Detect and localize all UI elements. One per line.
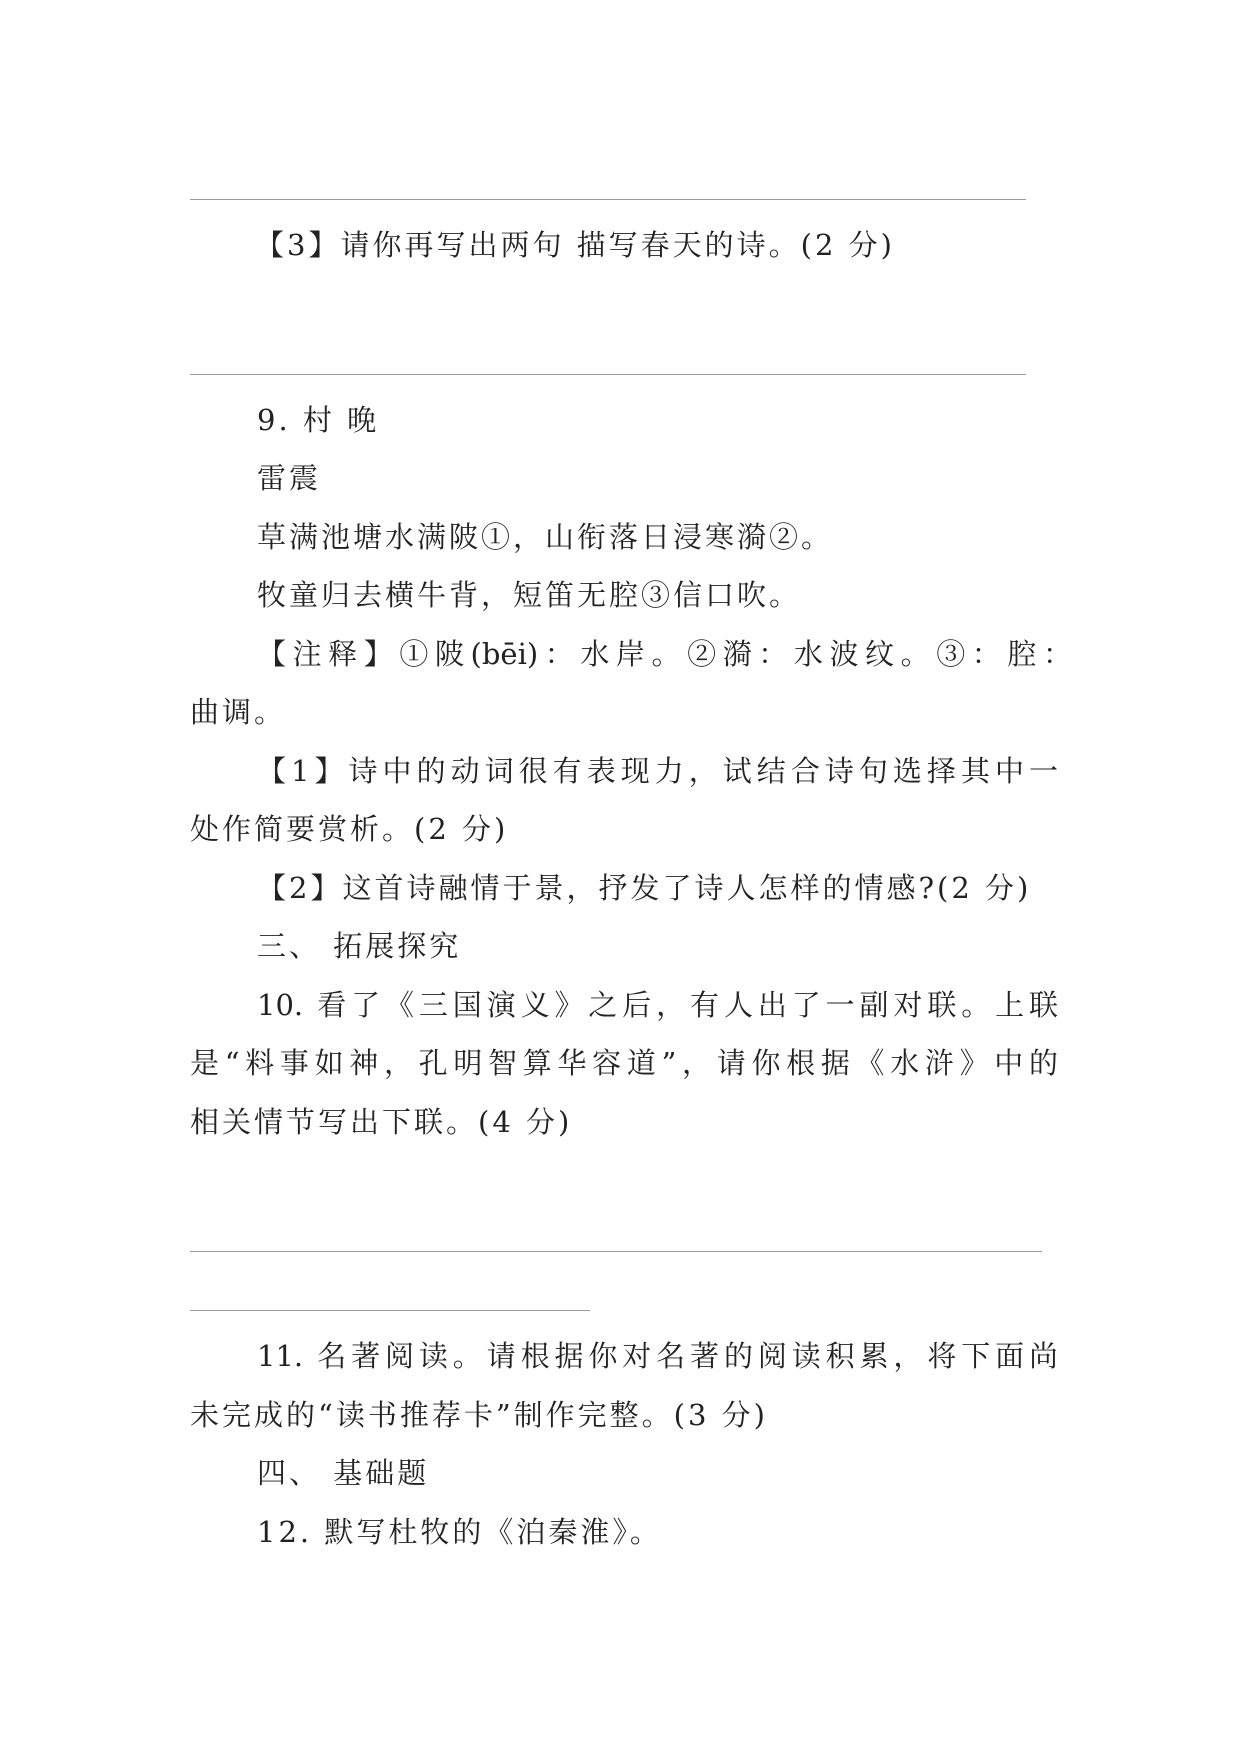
- question-12: 12. 默写杜牧的《泊秦淮》。: [257, 1515, 662, 1549]
- answer-line: [190, 374, 1026, 375]
- poem-line: 草满池塘水满陂①，山衔落日浸寒漪②。: [257, 520, 834, 554]
- question-8-3: 【3】请你再写出两句 描写春天的诗。(2 分): [255, 228, 895, 262]
- section-4-heading: 四、 基础题: [257, 1456, 430, 1490]
- question-9-2: 【2】这首诗融情于景，抒发了诗人怎样的情感?(2 分): [257, 871, 1032, 905]
- question-9-title: 9. 村 晚: [257, 403, 380, 437]
- question-10-cont: 相关情节写出下联。(4 分): [190, 1105, 573, 1139]
- question-10: 10. 看了《三国演义》之后，有人出了一副对联。上联: [257, 988, 1058, 1022]
- answer-line: [190, 199, 1026, 200]
- poem-author: 雷震: [257, 461, 322, 495]
- answer-line: [190, 1251, 1042, 1252]
- question-9-1-cont: 处作简要赏析。(2 分): [190, 812, 509, 846]
- question-9-1: 【1】诗中的动词很有表现力，试结合诗句选择其中一: [257, 754, 1058, 788]
- poem-notes: 【注释】①陂(bēi)：水岸。②漪：水波纹。③：腔：: [257, 637, 1072, 671]
- poem-notes-cont: 曲调。: [190, 695, 287, 729]
- question-11: 11. 名著阅读。请根据你对名著的阅读积累，将下面尚: [257, 1339, 1058, 1373]
- answer-line: [190, 1310, 590, 1311]
- question-11-cont: 未完成的“读书推荐卡”制作完整。(3 分): [190, 1398, 768, 1432]
- section-3-heading: 三、 拓展探究: [257, 929, 462, 963]
- question-10-cont: 是“料事如神，孔明智算华容道”，请你根据《水浒》中的: [190, 1046, 1058, 1080]
- poem-line: 牧童归去横牛背，短笛无腔③信口吹。: [257, 578, 802, 612]
